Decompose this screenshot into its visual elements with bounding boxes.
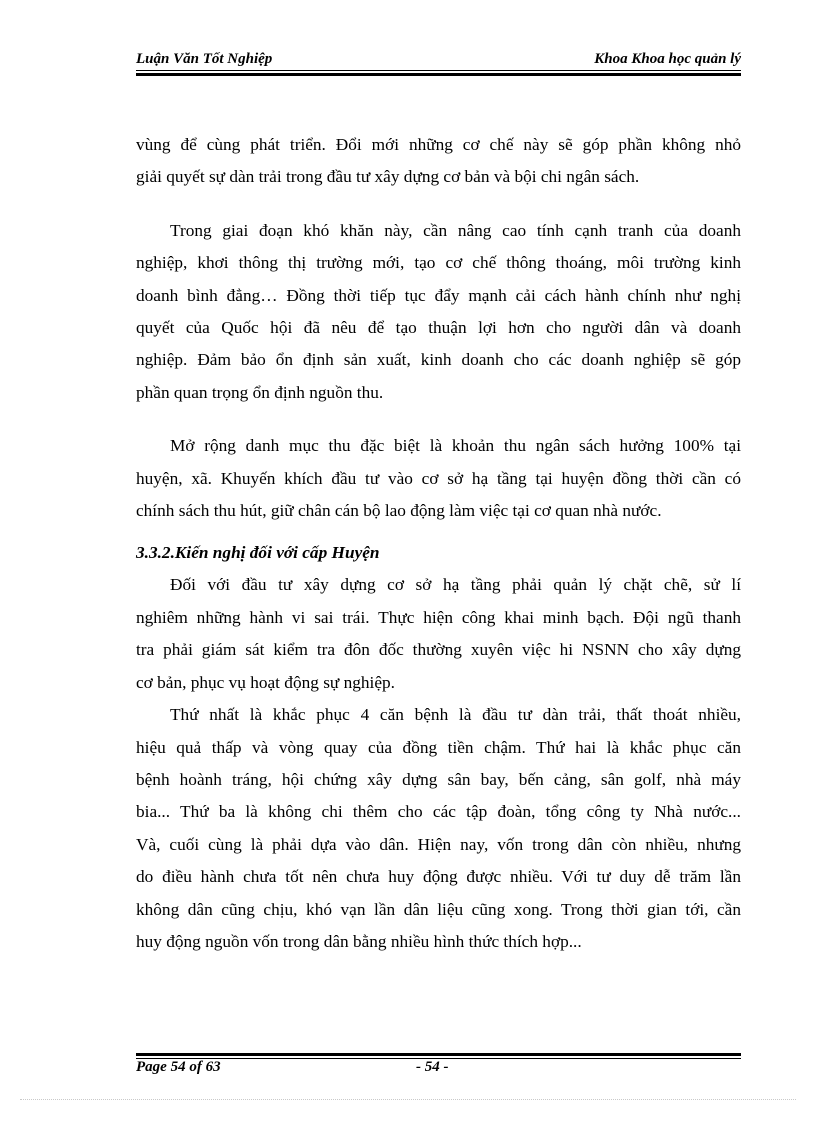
page-footer bbox=[136, 1058, 741, 1076]
page-edge-divider bbox=[20, 1099, 796, 1100]
paragraph-spacer bbox=[136, 409, 741, 430]
header-rule-thick bbox=[136, 73, 741, 76]
text-line: Mở rộng danh mục thu đặc biệt là khoản thu ngân sách hưởng 100% tại bbox=[170, 436, 741, 456]
text-line: cơ bản, phục vụ hoạt động sự nghiệp. bbox=[136, 672, 395, 692]
text-line: nghiệp, khơi thông thị trường mới, tạo cơ chế thông thoáng, môi trường kinh bbox=[136, 253, 741, 273]
text-line: huyện, xã. Khuyến khích đầu tư vào cơ sở hạ tầng tại huyện đồng thời cần có bbox=[136, 468, 741, 488]
paragraph-4 bbox=[136, 569, 741, 699]
text-line: chính sách thu hút, giữ chân cán bộ lao động làm việc tại cơ quan nhà nước. bbox=[136, 501, 662, 521]
text-line: nghiệp. Đảm bảo ổn định sản xuất, kinh doanh cho các doanh nghiệp sẽ góp bbox=[136, 350, 741, 370]
text-line: nghiêm những hành vi sai trái. Thực hiện công khai minh bạch. Đội ngũ thanh bbox=[136, 607, 741, 627]
text-line: Trong giai đoạn khó khăn này, cần nâng cao tính cạnh tranh của doanh bbox=[170, 220, 741, 240]
page-body bbox=[136, 129, 741, 958]
text-line: phần quan trọng ổn định nguồn thu. bbox=[136, 382, 384, 402]
text-line: hiệu quả thấp và vòng quay của đồng tiền chậm. Thứ hai là khắc phục căn bbox=[136, 737, 741, 757]
text-line: giải quyết sự dàn trải trong đầu tư xây dựng cơ bản và bội chi ngân sách. bbox=[136, 167, 640, 187]
text-line: tra phải giám sát kiểm tra đôn đốc thường xuyên việc hi NSNN cho xây dựng bbox=[136, 640, 741, 660]
text-line: không dân cũng chịu, khó vạn lần dân liệu cũng xong. Trong thời gian tới, cần bbox=[136, 899, 741, 919]
text-line: doanh bình đẳng… Đồng thời tiếp tục đẩy mạnh cải cách hành chính như nghị bbox=[136, 285, 741, 305]
text-line: huy động nguồn vốn trong dân bằng nhiều hình thức thích hợp... bbox=[136, 931, 582, 951]
paragraph-2 bbox=[136, 215, 741, 409]
text-line: bệnh hoành tráng, hội chứng xây dựng sân bay, bến cảng, sân golf, nhà máy bbox=[136, 769, 741, 789]
footer-page-number: - 54 - bbox=[416, 1059, 449, 1075]
footer-rule-thick bbox=[136, 1053, 741, 1056]
text-line: quyết của Quốc hội đã nêu để tạo thuận lợi hơn cho người dân và doanh bbox=[136, 318, 741, 338]
page-header bbox=[136, 50, 741, 68]
paragraph-1 bbox=[136, 129, 741, 194]
text-line: Thứ nhất là khắc phục 4 căn bệnh là đầu tư dàn trải, thất thoát nhiều, bbox=[170, 705, 741, 725]
footer-page-count: Page 54 of 63 bbox=[136, 1059, 221, 1075]
header-faculty-name: Khoa Khoa học quản lý bbox=[594, 51, 741, 67]
text-line: Và, cuối cùng là phải dựa vào dân. Hiện nay, vốn trong dân còn nhiều, nhưng bbox=[136, 834, 741, 854]
text-line: do điều hành chưa tốt nên chưa huy động được nhiều. Với tư duy dễ trăm lần bbox=[136, 867, 741, 887]
paragraph-5 bbox=[136, 699, 741, 958]
paragraph-3 bbox=[136, 430, 741, 527]
text-line: Đối với đầu tư xây dựng cơ sở hạ tầng phải quản lý chặt chẽ, sử lí bbox=[170, 575, 741, 595]
paragraph-spacer bbox=[136, 194, 741, 215]
section-heading: 3.3.2.Kiến nghị đối với cấp Huyện bbox=[136, 543, 380, 563]
text-line: bia... Thứ ba là không chi thêm cho các tập đoàn, tổng công ty Nhà nước... bbox=[136, 802, 741, 822]
text-line: vùng để cùng phát triển. Đổi mới những cơ chế này sẽ góp phần không nhỏ bbox=[136, 135, 741, 154]
header-thesis-title: Luận Văn Tốt Nghiệp bbox=[136, 51, 273, 67]
header-rule-thin bbox=[136, 70, 741, 71]
